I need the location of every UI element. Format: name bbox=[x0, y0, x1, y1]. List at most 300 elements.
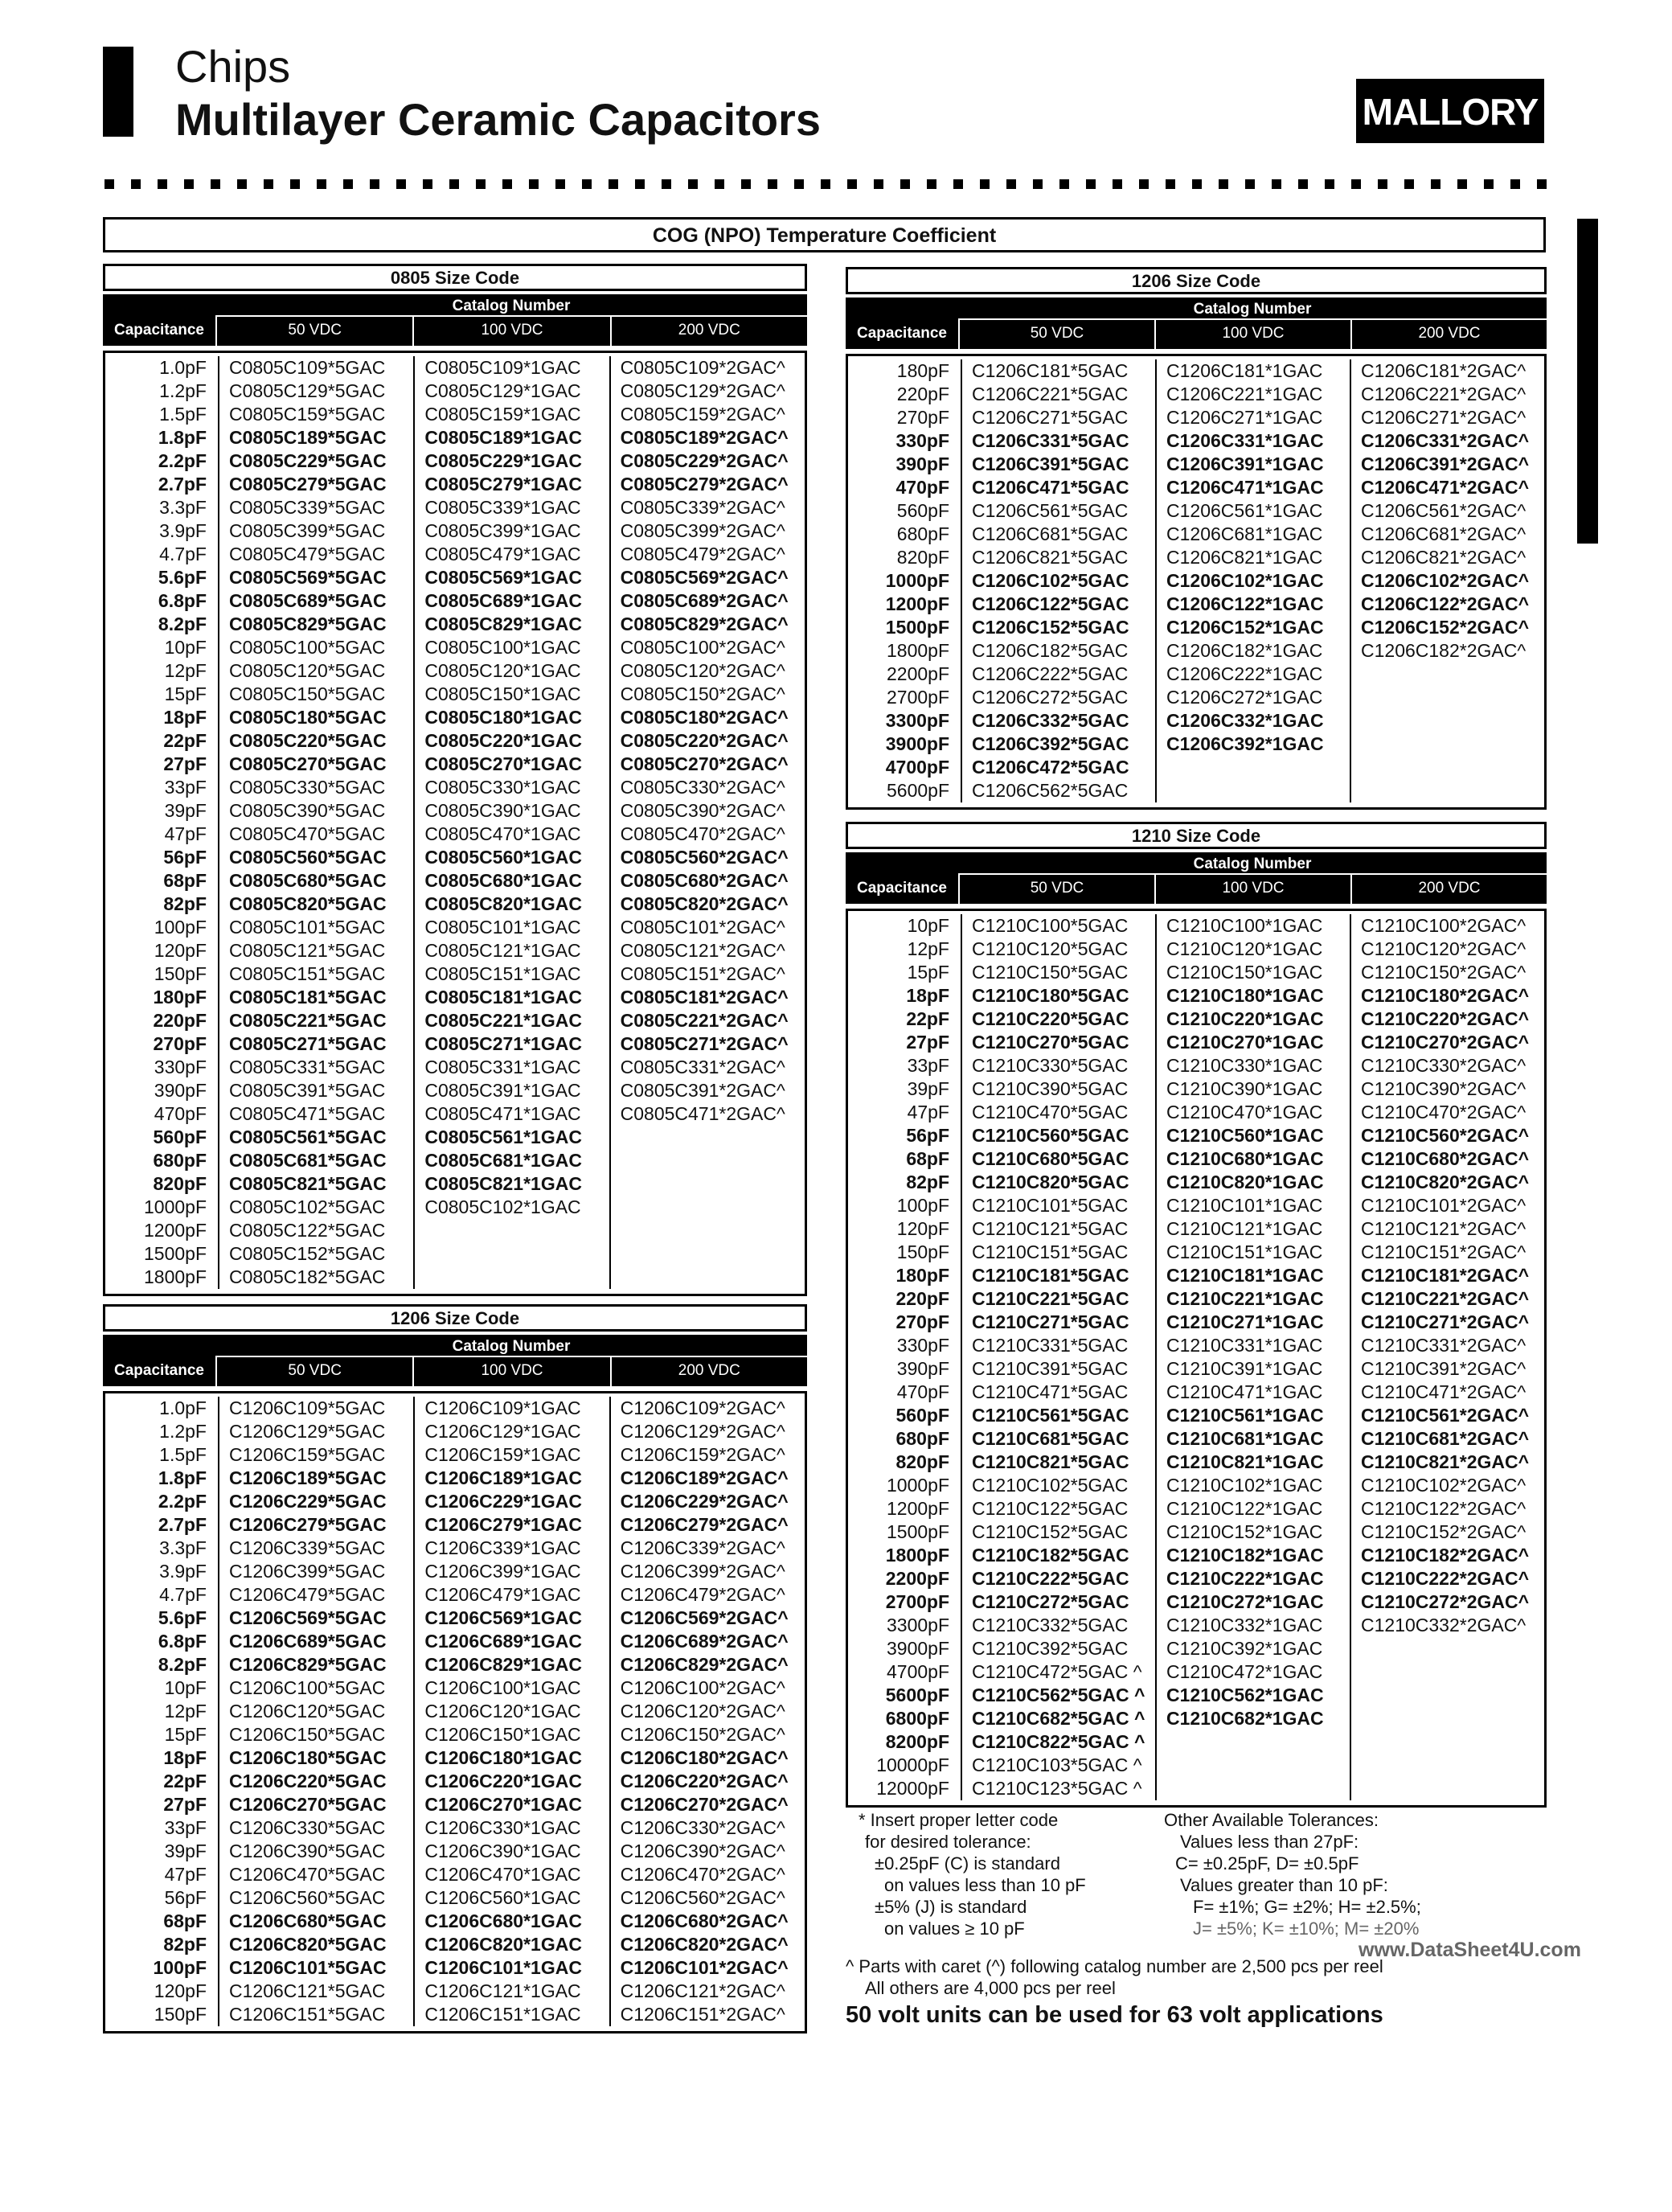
capacitance-value: 22pF bbox=[163, 730, 207, 751]
capacitance-value: 18pF bbox=[163, 707, 207, 728]
catalog-number: C1206C689*5GAC bbox=[229, 1631, 387, 1652]
header-100vdc: 100 VDC bbox=[412, 1357, 609, 1386]
catalog-number: C1210C470*2GAC^ bbox=[1361, 1102, 1527, 1122]
capacitance-value: 3.9pF bbox=[159, 520, 207, 541]
note-line: * Insert proper letter code bbox=[859, 1810, 1059, 1830]
catalog-number: C1206C331*5GAC bbox=[972, 430, 1129, 451]
voltage-note: 50 volt units can be used for 63 volt applications bbox=[846, 2002, 1383, 2028]
capacitance-value: 3300pF bbox=[885, 710, 949, 731]
catalog-number: C0805C471*5GAC bbox=[229, 1103, 386, 1124]
catalog-number: C1206C272*1GAC bbox=[1166, 687, 1323, 708]
table-header bbox=[103, 294, 807, 346]
catalog-number: C1210C272*2GAC^ bbox=[1361, 1591, 1530, 1612]
catalog-number: C1210C151*1GAC bbox=[1166, 1241, 1323, 1262]
capacitance-value: 1.0pF bbox=[159, 357, 207, 378]
capacitance-value: 390pF bbox=[154, 1080, 207, 1101]
catalog-number: C1210C332*1GAC bbox=[1166, 1615, 1323, 1635]
catalog-number bbox=[1361, 1660, 1544, 1684]
catalog-number: C1210C122*2GAC^ bbox=[1361, 1498, 1527, 1519]
catalog-number: C1210C100*2GAC^ bbox=[1361, 915, 1527, 936]
table-body bbox=[846, 909, 1547, 1808]
capacitance-value: 820pF bbox=[153, 1173, 207, 1194]
capacitance-value: 330pF bbox=[896, 1335, 949, 1356]
catalog-number: C1206C472*5GAC bbox=[972, 757, 1129, 778]
divider-dot bbox=[555, 179, 565, 189]
capacitance-value: 33pF bbox=[907, 1055, 949, 1076]
capacitance-value: 2700pF bbox=[886, 687, 949, 708]
catalog-number: C1206C101*5GAC bbox=[229, 1957, 387, 1978]
catalog-number: C1210C151*2GAC^ bbox=[1361, 1241, 1527, 1262]
catalog-number: C1210C120*1GAC bbox=[1166, 938, 1323, 959]
capacitance-value: 68pF bbox=[163, 870, 207, 891]
capacitance-value: 82pF bbox=[163, 1934, 207, 1955]
capacitance-value: 220pF bbox=[896, 384, 949, 404]
catalog-number: C1206C220*5GAC bbox=[229, 1771, 387, 1791]
divider-dot bbox=[927, 179, 936, 189]
catalog-number: C1210C332*2GAC^ bbox=[1361, 1615, 1527, 1635]
divider-dot bbox=[821, 179, 830, 189]
capacitance-value: 5600pF bbox=[886, 780, 949, 801]
divider-dot bbox=[1059, 179, 1069, 189]
catalog-number: C1210C181*1GAC bbox=[1166, 1265, 1324, 1286]
capacitance-column bbox=[848, 359, 961, 802]
capacitance-value: 180pF bbox=[895, 1265, 949, 1286]
tolerance-notes bbox=[846, 1809, 1151, 1939]
catalog-number: C1210C102*1GAC bbox=[1166, 1475, 1323, 1496]
capacitance-value: 5600pF bbox=[885, 1685, 949, 1705]
catalog-number: C1210C271*2GAC^ bbox=[1361, 1311, 1530, 1332]
catalog-number: C1206C561*2GAC^ bbox=[1361, 500, 1527, 521]
header-200vdc: 200 VDC bbox=[1350, 875, 1547, 904]
column-200vdc bbox=[609, 356, 805, 1289]
catalog-number: C0805C330*1GAC bbox=[424, 777, 581, 798]
catalog-number: C1210C390*1GAC bbox=[1166, 1078, 1323, 1099]
caret-notes bbox=[846, 1956, 1545, 1999]
table-title: 0805 Size Code bbox=[103, 264, 807, 291]
catalog-number: C0805C100*2GAC^ bbox=[620, 637, 785, 658]
table-header bbox=[846, 298, 1547, 349]
catalog-number: C1210C271*5GAC bbox=[972, 1311, 1129, 1332]
header-50vdc: 50 VDC bbox=[958, 875, 1154, 904]
catalog-number: C1206C270*1GAC bbox=[424, 1794, 582, 1815]
catalog-number: C0805C680*5GAC bbox=[229, 870, 387, 891]
catalog-number: C1206C102*5GAC bbox=[972, 570, 1129, 591]
catalog-number: C1210C331*1GAC bbox=[1166, 1335, 1323, 1356]
catalog-number: C0805C391*5GAC bbox=[229, 1080, 386, 1101]
catalog-number: C1210C560*2GAC^ bbox=[1361, 1125, 1530, 1146]
capacitance-value: 1800pF bbox=[885, 1545, 949, 1566]
catalog-number: C0805C150*5GAC bbox=[229, 683, 386, 704]
catalog-number: C0805C821*5GAC bbox=[229, 1173, 387, 1194]
catalog-number: C0805C470*1GAC bbox=[424, 823, 581, 844]
capacitance-value: 18pF bbox=[163, 1747, 207, 1768]
catalog-number: C1206C101*1GAC bbox=[424, 1957, 582, 1978]
catalog-number: C1206C181*2GAC^ bbox=[1361, 360, 1527, 381]
catalog-number bbox=[1166, 1730, 1350, 1754]
catalog-number: C0805C820*1GAC bbox=[424, 893, 582, 914]
capacitance-value: 15pF bbox=[164, 1724, 207, 1745]
catalog-number: C1206C150*1GAC bbox=[424, 1724, 581, 1745]
capacitance-value: 560pF bbox=[895, 1405, 949, 1426]
catalog-number: C1210C562*5GAC ^ bbox=[972, 1685, 1145, 1705]
divider-dot bbox=[1510, 179, 1520, 189]
catalog-number bbox=[1361, 779, 1544, 802]
divider-dot bbox=[317, 179, 326, 189]
catalog-number bbox=[1361, 756, 1544, 779]
catalog-number: C0805C681*5GAC bbox=[229, 1150, 387, 1171]
catalog-number: C1206C181*5GAC bbox=[972, 360, 1129, 381]
catalog-number: C1206C399*2GAC^ bbox=[620, 1561, 785, 1582]
catalog-number: C0805C479*2GAC^ bbox=[620, 544, 785, 564]
capacitance-value: 47pF bbox=[907, 1102, 949, 1122]
catalog-number: C1210C103*5GAC ^ bbox=[972, 1754, 1142, 1775]
catalog-number: C1206C470*1GAC bbox=[424, 1864, 581, 1885]
catalog-number: C1206C479*2GAC^ bbox=[620, 1584, 785, 1605]
divider-dot bbox=[1351, 179, 1361, 189]
catalog-number: C1210C391*2GAC^ bbox=[1361, 1358, 1527, 1379]
catalog-number: C1206C392*5GAC bbox=[972, 733, 1129, 754]
catalog-number bbox=[1361, 1730, 1544, 1754]
catalog-number: C0805C330*5GAC bbox=[229, 777, 386, 798]
catalog-number: C0805C689*2GAC^ bbox=[620, 590, 789, 611]
note-line: ^ Parts with caret (^) following catalog number are 2,500 pcs per reel bbox=[846, 1956, 1383, 1976]
catalog-number bbox=[1361, 1754, 1544, 1777]
catalog-number: C1206C229*5GAC bbox=[229, 1491, 387, 1512]
note-line: All others are 4,000 pcs per reel bbox=[865, 1978, 1116, 1998]
catalog-number: C0805C470*5GAC bbox=[229, 823, 386, 844]
divider-dot bbox=[635, 179, 645, 189]
catalog-number: C0805C560*1GAC bbox=[424, 847, 582, 868]
catalog-number: C1210C560*5GAC bbox=[972, 1125, 1129, 1146]
catalog-number: C0805C189*1GAC bbox=[424, 427, 582, 448]
catalog-number: C1210C560*1GAC bbox=[1166, 1125, 1324, 1146]
catalog-number: C1206C479*1GAC bbox=[424, 1584, 581, 1605]
capacitance-value: 1500pF bbox=[886, 1521, 949, 1542]
catalog-number: C1210C680*1GAC bbox=[1166, 1148, 1324, 1169]
catalog-number: C1206C821*1GAC bbox=[1166, 547, 1323, 568]
catalog-number: C0805C279*2GAC^ bbox=[620, 474, 789, 495]
capacitance-value: 1200pF bbox=[885, 593, 949, 614]
catalog-number: C1210C561*5GAC bbox=[972, 1405, 1129, 1426]
catalog-number: C1210C470*1GAC bbox=[1166, 1102, 1323, 1122]
catalog-number: C1206C180*5GAC bbox=[229, 1747, 387, 1768]
header-200vdc: 200 VDC bbox=[1350, 320, 1547, 349]
catalog-number: C1210C220*5GAC bbox=[972, 1008, 1129, 1029]
catalog-number: C1210C471*5GAC bbox=[972, 1381, 1129, 1402]
catalog-number: C0805C470*2GAC^ bbox=[620, 823, 785, 844]
capacitance-value: 120pF bbox=[896, 1218, 949, 1239]
catalog-number bbox=[424, 1242, 609, 1266]
divider-dot bbox=[1457, 179, 1467, 189]
catalog-number: C1206C182*1GAC bbox=[1166, 640, 1323, 661]
note-line: J= ±5%; K= ±10%; M= ±20% bbox=[1193, 1919, 1420, 1939]
catalog-number: C1210C220*2GAC^ bbox=[1361, 1008, 1530, 1029]
catalog-number: C1206C820*5GAC bbox=[229, 1934, 387, 1955]
catalog-number bbox=[1166, 756, 1350, 779]
catalog-number: C1210C820*5GAC bbox=[972, 1172, 1129, 1192]
divider-dot bbox=[980, 179, 990, 189]
catalog-number: C0805C681*1GAC bbox=[424, 1150, 582, 1171]
catalog-number: C1206C560*5GAC bbox=[229, 1887, 386, 1908]
column-50vdc bbox=[961, 914, 1155, 1800]
note-line: F= ±1%; G= ±2%; H= ±2.5%; bbox=[1193, 1897, 1421, 1917]
catalog-number: C1206C399*1GAC bbox=[424, 1561, 581, 1582]
catalog-number: C1210C822*5GAC ^ bbox=[972, 1731, 1145, 1752]
catalog-number: C0805C390*5GAC bbox=[229, 800, 386, 821]
catalog-number: C1206C471*5GAC bbox=[972, 477, 1129, 498]
catalog-number: C1206C680*2GAC^ bbox=[620, 1910, 789, 1931]
catalog-number: C1206C560*2GAC^ bbox=[620, 1887, 785, 1908]
table-title: 1206 Size Code bbox=[103, 1304, 807, 1332]
column-100vdc bbox=[1155, 359, 1350, 802]
divider-dot bbox=[688, 179, 698, 189]
catalog-number: C1210C150*1GAC bbox=[1166, 962, 1323, 983]
capacitance-value: 2200pF bbox=[886, 663, 949, 684]
capacitance-value: 22pF bbox=[906, 1008, 949, 1029]
catalog-number: C1210C391*1GAC bbox=[1166, 1358, 1323, 1379]
catalog-number: C1210C821*2GAC^ bbox=[1361, 1451, 1530, 1472]
catalog-number: C0805C680*2GAC^ bbox=[620, 870, 789, 891]
capacitance-value: 470pF bbox=[154, 1103, 207, 1124]
catalog-number: C1206C129*5GAC bbox=[229, 1421, 386, 1442]
catalog-number: C1210C391*5GAC bbox=[972, 1358, 1129, 1379]
catalog-number: C1210C121*5GAC bbox=[972, 1218, 1129, 1239]
catalog-number: C0805C270*1GAC bbox=[424, 753, 582, 774]
catalog-number-header: Catalog Number bbox=[215, 1335, 807, 1357]
catalog-number: C1210C100*1GAC bbox=[1166, 915, 1323, 936]
catalog-number: C1210C180*2GAC^ bbox=[1361, 985, 1530, 1006]
catalog-number: C0805C180*1GAC bbox=[424, 707, 582, 728]
catalog-header-group bbox=[215, 1335, 807, 1386]
catalog-number: C1206C220*2GAC^ bbox=[620, 1771, 789, 1791]
catalog-number: C1210C471*2GAC^ bbox=[1361, 1381, 1527, 1402]
catalog-number: C0805C159*5GAC bbox=[229, 404, 386, 425]
capacitance-value: 6800pF bbox=[885, 1708, 949, 1729]
capacitance-value: 8.2pF bbox=[158, 614, 207, 634]
divider-dot bbox=[874, 179, 883, 189]
catalog-number: C0805C102*5GAC bbox=[229, 1196, 386, 1217]
capacitance-value: 2.2pF bbox=[158, 450, 207, 471]
capacitance-value: 120pF bbox=[154, 940, 207, 961]
catalog-number: C0805C279*5GAC bbox=[229, 474, 387, 495]
divider-dot bbox=[529, 179, 539, 189]
note-line: Values less than 27pF: bbox=[1180, 1832, 1359, 1852]
catalog-number bbox=[621, 1266, 805, 1289]
catalog-number bbox=[1166, 1754, 1350, 1777]
divider-dot bbox=[1113, 179, 1122, 189]
capacitance-value: 100pF bbox=[896, 1195, 949, 1216]
dotted-divider bbox=[104, 179, 1551, 190]
catalog-header-group bbox=[215, 294, 807, 346]
catalog-number: C1210C681*1GAC bbox=[1166, 1428, 1324, 1449]
catalog-number: C0805C471*2GAC^ bbox=[620, 1103, 785, 1124]
catalog-number: C1210C392*5GAC bbox=[972, 1638, 1129, 1659]
catalog-number: C1210C472*5GAC ^ bbox=[972, 1661, 1142, 1682]
catalog-number: C0805C339*2GAC^ bbox=[620, 497, 785, 518]
header-200vdc: 200 VDC bbox=[610, 1357, 807, 1386]
catalog-number: C1206C399*5GAC bbox=[229, 1561, 386, 1582]
catalog-number: C1210C331*2GAC^ bbox=[1361, 1335, 1527, 1356]
divider-dot bbox=[237, 179, 247, 189]
catalog-number: C0805C109*1GAC bbox=[424, 357, 581, 378]
catalog-number: C1210C221*5GAC bbox=[972, 1288, 1129, 1309]
capacitance-value: 470pF bbox=[895, 477, 949, 498]
catalog-number: C1206C569*5GAC bbox=[229, 1607, 387, 1628]
catalog-header-group bbox=[958, 852, 1547, 904]
catalog-number: C1210C561*1GAC bbox=[1166, 1405, 1324, 1426]
divider-dot bbox=[1537, 179, 1547, 189]
divider-dot bbox=[184, 179, 194, 189]
catalog-number: C0805C829*1GAC bbox=[424, 614, 582, 634]
catalog-number: C0805C339*5GAC bbox=[229, 497, 386, 518]
catalog-number: C1206C221*1GAC bbox=[1166, 384, 1323, 404]
catalog-number: C1210C330*2GAC^ bbox=[1361, 1055, 1527, 1076]
catalog-number: C1210C681*5GAC bbox=[972, 1428, 1129, 1449]
catalog-number: C1210C180*1GAC bbox=[1166, 985, 1324, 1006]
catalog-number: C1206C561*1GAC bbox=[1166, 500, 1323, 521]
catalog-number: C1206C820*2GAC^ bbox=[620, 1934, 789, 1955]
table-1206-lower bbox=[103, 1304, 807, 2033]
catalog-number: C1206C569*2GAC^ bbox=[620, 1607, 789, 1628]
voltage-headers bbox=[958, 875, 1547, 904]
capacitance-value: 2.2pF bbox=[158, 1491, 207, 1512]
capacitance-value: 220pF bbox=[895, 1288, 949, 1309]
catalog-number: C0805C390*2GAC^ bbox=[620, 800, 785, 821]
capacitance-value: 8.2pF bbox=[158, 1654, 207, 1675]
catalog-number: C1206C330*5GAC bbox=[229, 1817, 386, 1838]
capacitance-header: Capacitance bbox=[857, 880, 947, 897]
page-title-line1: Chips bbox=[175, 41, 291, 92]
capacitance-value: 5.6pF bbox=[158, 1607, 207, 1628]
catalog-number: C1210C102*5GAC bbox=[972, 1475, 1129, 1496]
catalog-number: C1210C120*5GAC bbox=[972, 938, 1129, 959]
catalog-number bbox=[621, 1149, 805, 1172]
catalog-number: C0805C479*5GAC bbox=[229, 544, 386, 564]
catalog-number: C1206C120*1GAC bbox=[424, 1701, 581, 1722]
divider-dot bbox=[1219, 179, 1228, 189]
catalog-number: C0805C391*1GAC bbox=[424, 1080, 581, 1101]
catalog-number: C1210C182*5GAC bbox=[972, 1545, 1129, 1566]
catalog-number: C0805C120*5GAC bbox=[229, 660, 386, 681]
capacitance-value: 1000pF bbox=[886, 1475, 949, 1496]
catalog-number: C1206C152*1GAC bbox=[1166, 617, 1324, 638]
catalog-number: C0805C399*5GAC bbox=[229, 520, 386, 541]
catalog-number: C0805C820*5GAC bbox=[229, 893, 387, 914]
capacitance-value: 680pF bbox=[153, 1150, 207, 1171]
catalog-number: C1210C470*5GAC bbox=[972, 1102, 1129, 1122]
note-line: ±5% (J) is standard bbox=[875, 1897, 1027, 1917]
catalog-number: C1210C330*5GAC bbox=[972, 1055, 1129, 1076]
catalog-number: C1206C279*5GAC bbox=[229, 1514, 387, 1535]
catalog-number: C1206C470*2GAC^ bbox=[620, 1864, 785, 1885]
divider-dot bbox=[1166, 179, 1175, 189]
voltage-headers bbox=[215, 317, 807, 346]
catalog-number: C1206C331*2GAC^ bbox=[1361, 430, 1530, 451]
catalog-number: C1210C221*2GAC^ bbox=[1361, 1288, 1530, 1309]
catalog-number: C0805C390*1GAC bbox=[424, 800, 581, 821]
catalog-number: C0805C189*5GAC bbox=[229, 427, 387, 448]
catalog-number: C1206C100*1GAC bbox=[424, 1677, 581, 1698]
catalog-number: C1206C479*5GAC bbox=[229, 1584, 386, 1605]
catalog-number: C0805C330*2GAC^ bbox=[620, 777, 785, 798]
catalog-number: C0805C220*1GAC bbox=[424, 730, 582, 751]
catalog-number: C1206C339*1GAC bbox=[424, 1537, 581, 1558]
catalog-number: C1210C152*1GAC bbox=[1166, 1521, 1323, 1542]
catalog-number: C1206C182*2GAC^ bbox=[1361, 640, 1527, 661]
table-header bbox=[103, 1335, 807, 1386]
catalog-number: C1206C279*2GAC^ bbox=[620, 1514, 789, 1535]
catalog-number: C1206C330*1GAC bbox=[424, 1817, 581, 1838]
capacitance-value: 1500pF bbox=[143, 1243, 207, 1264]
catalog-number: C1210C820*2GAC^ bbox=[1361, 1172, 1530, 1192]
divider-dot bbox=[900, 179, 910, 189]
capacitance-column bbox=[105, 1397, 218, 2026]
catalog-number: C1206C109*1GAC bbox=[424, 1397, 581, 1418]
catalog-number: C1210C821*1GAC bbox=[1166, 1451, 1324, 1472]
capacitance-value: 56pF bbox=[906, 1125, 949, 1146]
catalog-number: C1206C821*2GAC^ bbox=[1361, 547, 1527, 568]
catalog-number: C1206C121*5GAC bbox=[229, 1980, 386, 2001]
page-title-line2: Multilayer Ceramic Capacitors bbox=[175, 94, 821, 145]
divider-dot bbox=[211, 179, 220, 189]
capacitance-value: 2700pF bbox=[885, 1591, 949, 1612]
catalog-number: C0805C151*1GAC bbox=[424, 963, 581, 984]
catalog-number: C1206C100*2GAC^ bbox=[620, 1677, 785, 1698]
catalog-number: C0805C221*1GAC bbox=[424, 1010, 582, 1031]
catalog-number: C1206C681*1GAC bbox=[1166, 523, 1323, 544]
capacitance-value: 1.2pF bbox=[159, 380, 207, 401]
capacitance-value: 4.7pF bbox=[159, 544, 207, 564]
column-50vdc bbox=[218, 1397, 413, 2026]
divider-dot bbox=[582, 179, 592, 189]
capacitance-value: 68pF bbox=[906, 1148, 949, 1169]
mallory-logo: MALLORY bbox=[1356, 79, 1544, 143]
catalog-number bbox=[1166, 1777, 1350, 1800]
catalog-number: C1206C392*1GAC bbox=[1166, 733, 1324, 754]
catalog-number bbox=[621, 1196, 805, 1219]
divider-dot bbox=[396, 179, 406, 189]
catalog-number: C1206C689*2GAC^ bbox=[620, 1631, 789, 1652]
capacitance-column bbox=[105, 356, 218, 1289]
catalog-number: C0805C100*5GAC bbox=[229, 637, 386, 658]
capacitance-value: 390pF bbox=[895, 453, 949, 474]
catalog-number: C0805C479*1GAC bbox=[424, 544, 581, 564]
catalog-number: C1206C470*5GAC bbox=[229, 1864, 386, 1885]
catalog-number: C1206C471*2GAC^ bbox=[1361, 477, 1530, 498]
catalog-number: C1206C122*1GAC bbox=[1166, 593, 1324, 614]
capacitance-value: 2.7pF bbox=[158, 1514, 207, 1535]
catalog-number: C1210C121*1GAC bbox=[1166, 1218, 1323, 1239]
capacitance-value: 270pF bbox=[153, 1033, 207, 1054]
catalog-number: C0805C120*2GAC^ bbox=[620, 660, 785, 681]
catalog-number bbox=[1361, 1777, 1544, 1800]
divider-dot bbox=[158, 179, 167, 189]
capacitance-value: 150pF bbox=[896, 1241, 949, 1262]
capacitance-value: 100pF bbox=[153, 1957, 207, 1978]
catalog-number: C1206C120*5GAC bbox=[229, 1701, 386, 1722]
capacitance-value: 5.6pF bbox=[158, 567, 207, 588]
catalog-number: C1206C221*5GAC bbox=[972, 384, 1129, 404]
catalog-number: C1210C152*5GAC bbox=[972, 1521, 1129, 1542]
catalog-number: C1210C101*5GAC bbox=[972, 1195, 1129, 1216]
catalog-number: C1210C821*5GAC bbox=[972, 1451, 1129, 1472]
capacitance-value: 180pF bbox=[153, 987, 207, 1008]
capacitance-value: 33pF bbox=[164, 1817, 207, 1838]
divider-dot bbox=[370, 179, 379, 189]
capacitance-value: 10000pF bbox=[876, 1754, 949, 1775]
catalog-number: C0805C569*1GAC bbox=[424, 567, 582, 588]
catalog-number: C1210C122*5GAC bbox=[972, 1498, 1129, 1519]
